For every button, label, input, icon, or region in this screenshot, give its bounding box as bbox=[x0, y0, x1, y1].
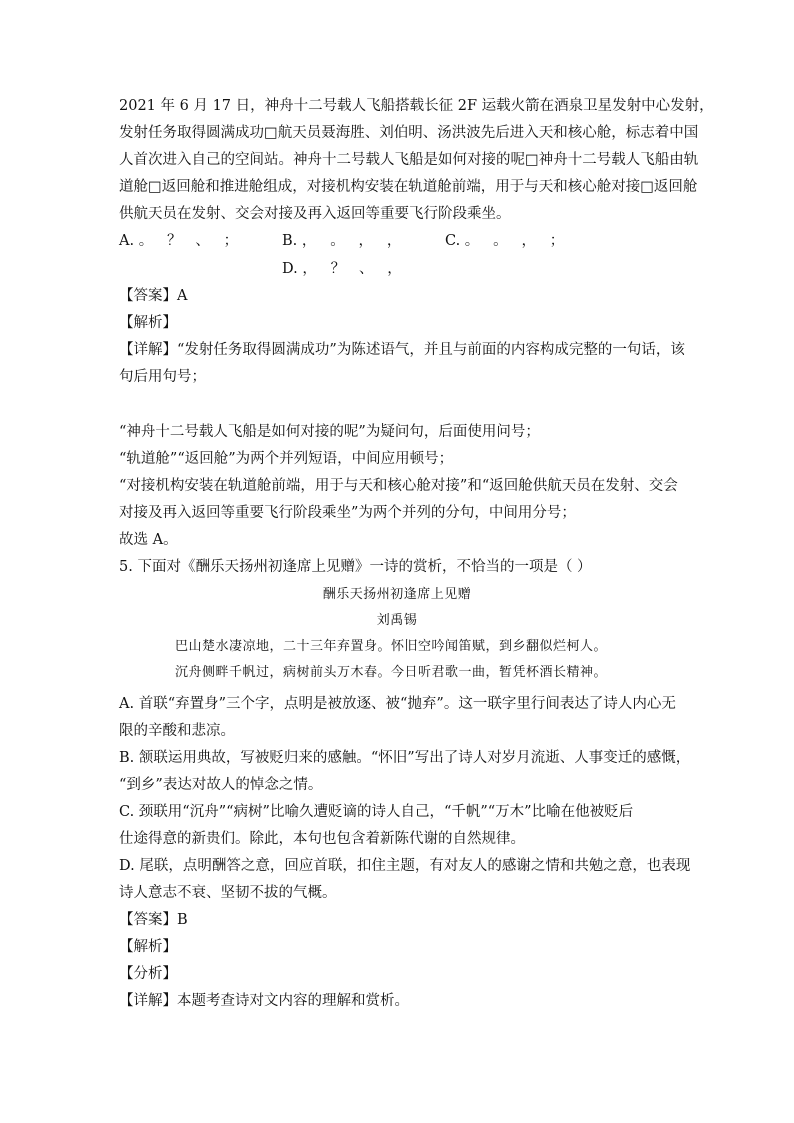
poem-author: 刘禹锡 bbox=[376, 613, 418, 628]
poem-line: 巴山楚水凄凉地，二十三年弃置身。怀旧空吟闻笛赋，到乡翻似烂柯人。 bbox=[175, 639, 608, 654]
passage-line: 2021 年 6 月 17 日，神舟十二号载人飞船搭载长征 2F 运载火箭在酒泉卫星发射中心发射， bbox=[119, 98, 714, 114]
option-a: A. 。 ？ 、 ； bbox=[119, 233, 239, 249]
answer-label: 【答案】A bbox=[119, 288, 188, 304]
q5-option-line: D. 尾联，点明酬答之意，回应首联，扣住主题，有对友人的感谢之情和共勉之意，也表现 bbox=[119, 858, 691, 874]
q5-option-line: 仕途得意的新贵们。除此，本句也包含着新陈代谢的自然规律。 bbox=[119, 831, 525, 847]
passage-line: 道舱□返回舱和推进舱组成，对接机构安装在轨道舱前端，用于与天和核心舱对接□返回舱 bbox=[119, 179, 698, 195]
passage-line: 供航天员在发射、交会对接及再入返回等重要飞行阶段乘坐。 bbox=[119, 206, 511, 222]
question-5-stem: 5. 下面对《酬乐天扬州初逢席上见赠》一诗的赏析，不恰当的一项是（ ） bbox=[119, 559, 592, 575]
q5-option-line: B. 颔联运用典故，写被贬归来的感触。“怀旧”写出了诗人对岁月流逝、人事变迁的感慨， bbox=[119, 750, 691, 766]
q5-option-line: 诗人意志不衰、坚韧不拔的气概。 bbox=[119, 885, 337, 901]
fenxi-label: 【分析】 bbox=[119, 966, 177, 982]
detail-line: 【详解】“发射任务取得圆满成功”为陈述语气，并且与前面的内容构成完整的一句话，该 bbox=[119, 342, 685, 358]
q5-option-line: “到乡”表达对故人的悼念之情。 bbox=[119, 777, 323, 793]
analysis-label: 【解析】 bbox=[119, 315, 177, 331]
q5-option-line: A. 首联“弃置身”三个字，点明是被放逐、被“抛弃”。这一联字里行间表达了诗人内心无 bbox=[119, 696, 676, 712]
q5-option-line: C. 颈联用“沉舟”“病树”比喻久遭贬谪的诗人自己，“千帆”“万木”比喻在他被贬后 bbox=[119, 804, 634, 820]
detail-line: “轨道舱”“返回舱”为两个并列短语，中间应用顿号； bbox=[119, 451, 454, 467]
poem-line: 沉舟侧畔千帆过，病树前头万木春。今日听君歌一曲，暂凭杯酒长精神。 bbox=[175, 665, 608, 680]
detail-line: 对接及再入返回等重要飞行阶段乘坐”为两个并列的分句，中间用分号； bbox=[119, 505, 576, 521]
passage-line: 发射任务取得圆满成功□航天员聂海胜、刘伯明、汤洪波先后进入天和核心舱，标志着中国 bbox=[119, 125, 699, 141]
detail-line: 【详解】本题考查诗对文内容的理解和赏析。 bbox=[119, 993, 409, 1009]
option-d: D. ， ？ 、 ， bbox=[282, 261, 402, 277]
answer-label: 【答案】B bbox=[119, 912, 188, 928]
analysis-label: 【解析】 bbox=[119, 939, 177, 955]
passage-line: 人首次进入自己的空间站。神舟十二号载人飞船是如何对接的呢□神舟十二号载人飞船由轨 bbox=[119, 152, 699, 168]
option-c: C. 。 。 ， ； bbox=[445, 233, 565, 249]
detail-line: 句后用句号； bbox=[119, 369, 206, 385]
detail-line: “神舟十二号载人飞船是如何对接的呢”为疑问句，后面使用问号； bbox=[119, 424, 540, 440]
detail-line: “对接机构安装在轨道舱前端，用于与天和核心舱对接”和“返回舱供航天员在发射、交会 bbox=[119, 478, 678, 494]
q5-option-line: 限的辛酸和悲凉。 bbox=[119, 723, 235, 739]
option-b: B. ， 。 ， ， bbox=[282, 233, 402, 249]
conclusion-line: 故选 A。 bbox=[119, 532, 178, 548]
poem-title: 酬乐天扬州初逢席上见赠 bbox=[322, 587, 472, 602]
